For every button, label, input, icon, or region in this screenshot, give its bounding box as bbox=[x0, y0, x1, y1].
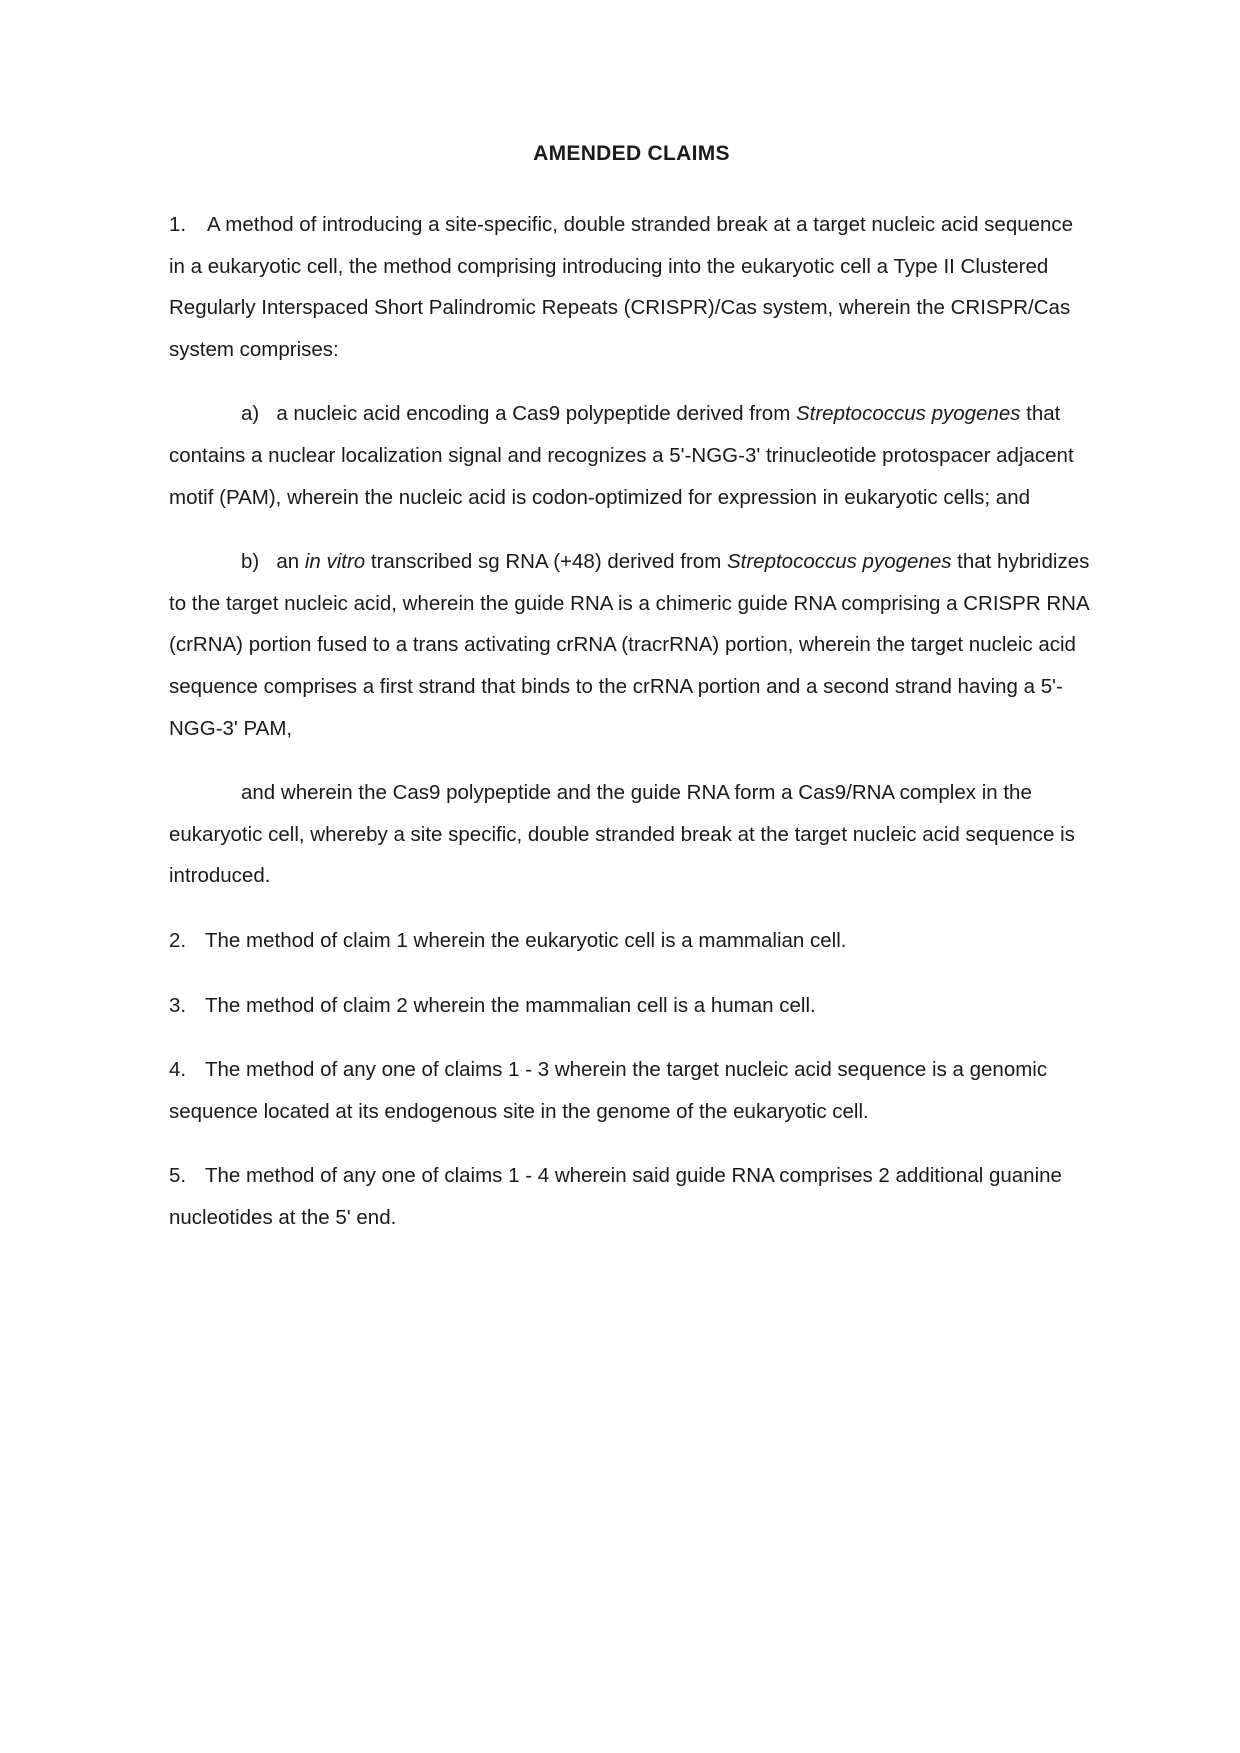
claim-2 bbox=[169, 920, 1094, 962]
claim-1-element-a bbox=[169, 393, 1094, 518]
claim-number: 2. bbox=[169, 928, 187, 952]
claim-text: The method of any one of claims 1 - 3 wherein the target nucleic acid sequence is a genomic sequence located at its endogenous site in the genome of the eukaryotic cell. bbox=[169, 1058, 1048, 1123]
claim-number: 3. bbox=[169, 993, 187, 1017]
element-text: that contains a nuclear localization signal and recognizes a 5'-NGG-3' trinucleotide protospacer adjacent motif (PAM), wherein the nucleic acid is codon-optimized for expression in eukaryotic cells; and bbox=[169, 402, 1074, 509]
claim-4 bbox=[169, 1049, 1094, 1132]
claim-text: The method of claim 2 wherein the mammalian cell is a human cell. bbox=[205, 993, 816, 1017]
claim-5 bbox=[169, 1155, 1094, 1238]
element-label: b) bbox=[241, 550, 260, 574]
claim-number: 1. bbox=[169, 213, 187, 236]
species-name: Streptococcus pyogenes bbox=[726, 550, 952, 574]
document-page bbox=[169, 0, 1094, 1753]
italic-term: in vitro bbox=[304, 550, 366, 574]
claim-1-element-b bbox=[169, 541, 1094, 749]
claim-3 bbox=[169, 985, 1094, 1027]
claim-1 bbox=[169, 204, 1094, 370]
species-name: Streptococcus pyogenes bbox=[795, 402, 1021, 426]
claim-number: 4. bbox=[169, 1058, 187, 1082]
document-title: AMENDED CLAIMS bbox=[533, 142, 730, 165]
claim-text: The method of claim 1 wherein the eukaryotic cell is a mammalian cell. bbox=[205, 928, 847, 952]
claim-1-continuation: and wherein the Cas9 polypeptide and the guide RNA form a Cas9/RNA complex in the eukaryotic cell, whereby a site specific, double stranded break at the target nucleic acid sequence is introduced. bbox=[169, 781, 1075, 888]
element-text: a nucleic acid encoding a Cas9 polypeptide derived from bbox=[276, 402, 796, 426]
element-text: an bbox=[276, 550, 305, 574]
element-text: that hybridizes to the target nucleic acid, wherein the guide RNA is a chimeric guide RNA comprising a CRISPR RNA (crRNA) portion fused to a trans activating crRNA (tracrRNA) portion, wherein the target nucleic acid sequence comprises a first strand that binds to the crRNA portion and a second strand having a 5'-NGG-3' PAM, bbox=[169, 550, 1090, 740]
claim-number: 5. bbox=[169, 1164, 187, 1188]
claim-text: A method of introducing a site-specific, double stranded break at a target nucleic acid sequence in a eukaryotic cell, the method comprising introducing into the eukaryotic cell a Type II Clustered Regularly Interspaced Short Palindromic Repeats (CRISPR)/Cas system, wherein the CRISPR/Cas system comprises: bbox=[169, 213, 1074, 361]
element-label: a) bbox=[241, 402, 260, 426]
element-text: transcribed sg RNA (+48) derived from bbox=[365, 550, 727, 574]
claim-text: The method of any one of claims 1 - 4 wherein said guide RNA comprises 2 additional guanine nucleotides at the 5' end. bbox=[169, 1164, 1062, 1229]
claims-list bbox=[169, 204, 1094, 1261]
